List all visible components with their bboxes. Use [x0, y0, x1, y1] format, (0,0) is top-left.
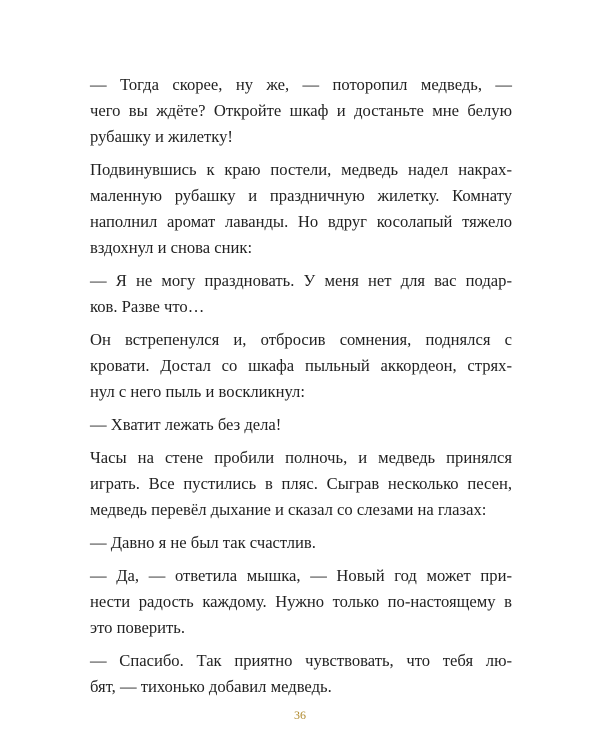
text-line: бят, — тихонько добавил медведь. [90, 677, 332, 696]
text-line: нул с него пыль и воскликнул: [90, 382, 305, 401]
text-line: нести радость каждому. Нужно только по-настоящему в [90, 592, 512, 611]
text-line: кровати. Достал со шкафа пыльный аккордеон, стрях- [90, 356, 512, 375]
text-line: Он встрепенулся и, отбросив сомнения, поднялся с [90, 330, 512, 349]
paragraph-4 [90, 327, 512, 405]
page-number: 36 [294, 708, 306, 722]
text-line: — Хватит лежать без дела! [90, 415, 282, 434]
paragraph-8 [90, 563, 512, 641]
paragraph-1 [90, 72, 512, 150]
text-line: наполнил аромат лаванды. Но вдруг косолапый тяжело [90, 212, 512, 231]
text-line: ков. Разве что… [90, 297, 205, 316]
paragraph-6 [90, 445, 512, 523]
text-line: медведь перевёл дыхание и сказал со слезами на глазах: [90, 500, 487, 519]
text-line: — Тогда скорее, ну же, — поторопил медведь, — [90, 75, 512, 94]
text-line: — Давно я не был так счастлив. [90, 533, 316, 552]
text-line: — Спасибо. Так приятно чувствовать, что тебя лю- [90, 651, 512, 670]
paragraph-5 [90, 412, 512, 438]
text-line: — Я не могу праздновать. У меня нет для вас подар- [90, 271, 512, 290]
paragraph-2 [90, 157, 512, 261]
text-line: Подвинувшись к краю постели, медведь надел накрах- [90, 160, 512, 179]
text-line: маленную рубашку и праздничную жилетку. Комнату [90, 186, 512, 205]
text-line: чего вы ждёте? Откройте шкаф и достаньте мне белую [90, 101, 512, 120]
text-line: рубашку и жилетку! [90, 127, 233, 146]
paragraph-3 [90, 268, 512, 320]
text-line: вздохнул и снова сник: [90, 238, 253, 257]
page-body [90, 72, 512, 707]
paragraph-7 [90, 530, 512, 556]
text-line: Часы на стене пробили полночь, и медведь принялся [90, 448, 512, 467]
text-line: это поверить. [90, 618, 186, 637]
text-line: — Да, — ответила мышка, — Новый год может при- [90, 566, 512, 585]
paragraph-9 [90, 648, 512, 700]
text-line: играть. Все пустились в пляс. Сыграв несколько песен, [90, 474, 512, 493]
